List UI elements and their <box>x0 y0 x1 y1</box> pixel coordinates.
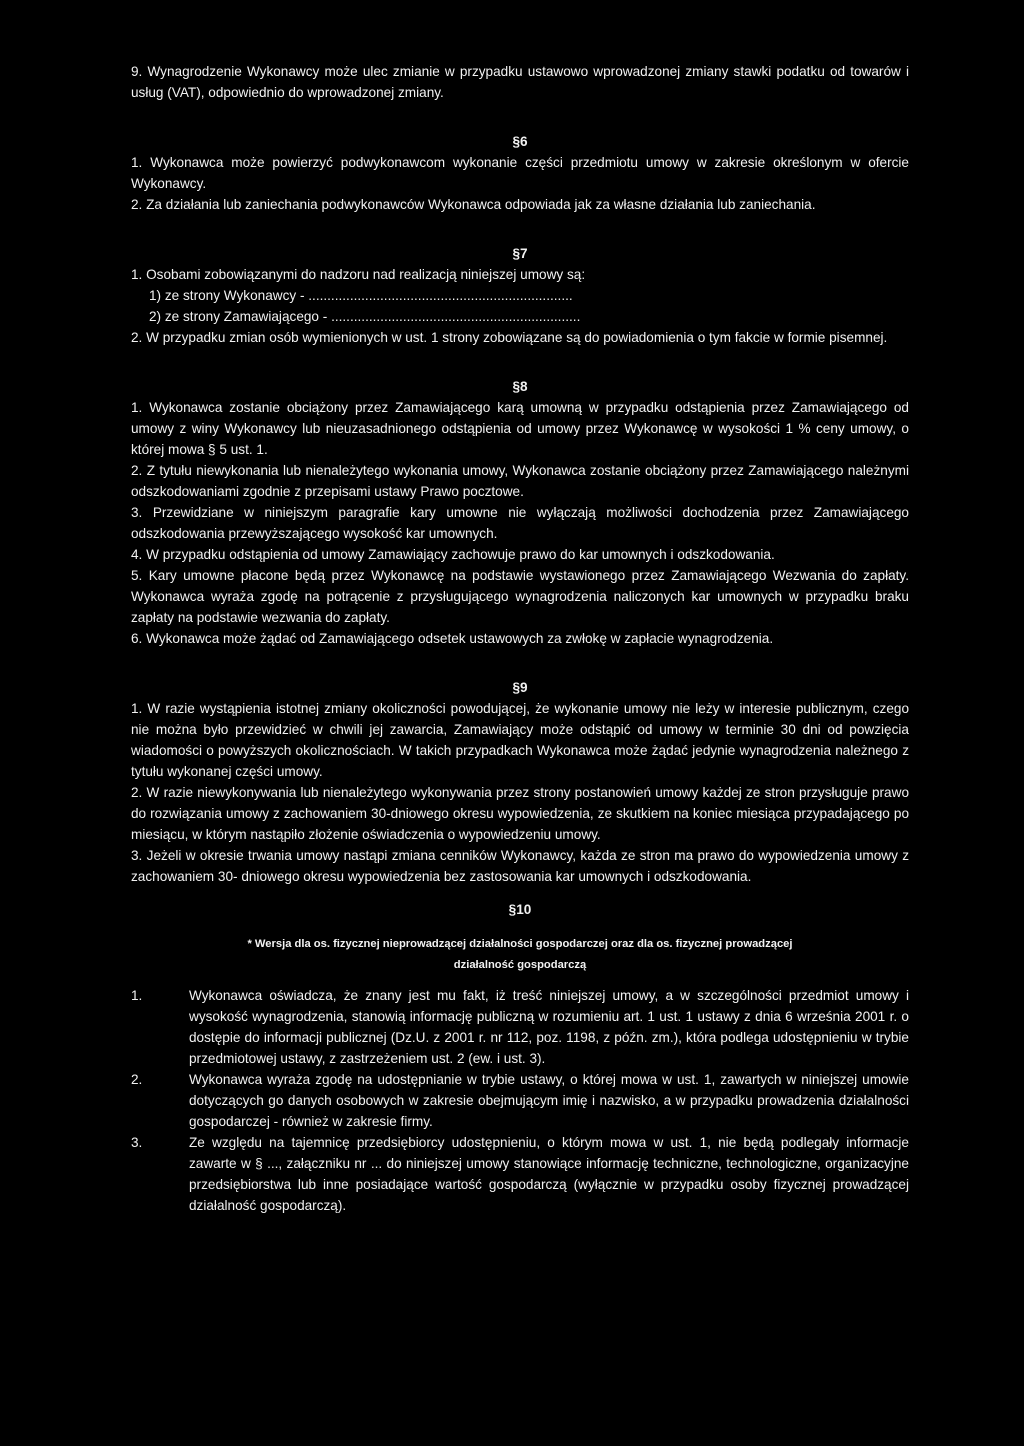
list-item <box>131 985 909 1069</box>
list-item-text: Wykonawca oświadcza, że znany jest mu fakt, iż treść niniejszej umowy, a w szczególności przedmiot umowy i wysokość wynagrodzenia, stanowią informację publiczną w rozumieniu art. 1 ust. 1 ustawy z dnia 6 września 2001 r. o dostępie do informacji publicznej (Dz.U. z 2001 r. nr 112, poz. 1198, z późn. zm.), która podlega udostępnieniu w trybie przedmiotowej ustawy, z zastrzeżeniem ust. 2 (ew. i ust. 3). <box>189 988 909 1066</box>
s6-item-2: 2. Za działania lub zaniechania podwykonawców Wykonawca odpowiada jak za własne działania lub zaniechania. <box>131 197 816 212</box>
s8-item-5: 5. Kary umowne płacone będą przez Wykonawcę na podstawie wystawionego przez Zamawiającego Wezwania do zapłaty. Wykonawca wyraża zgodę na potrącenie z przysługującego wynagrodzenia naliczonych kar umownych w przypadku braku zapłaty na podstawie wezwania do zapłaty. <box>131 568 909 625</box>
list-item-text: Ze względu na tajemnicę przedsiębiorcy udostępnieniu, o którym mowa w ust. 1, nie będą podlegały informacje zawarte w § ..., załączniku nr ... do niniejszej umowy stanowiące informację techniczne, technologiczne, organizacyjne przedsiębiorstwa lub inne posiadające wartość gospodarczą (wyłącznie w przypadku osoby fizycznej prowadzącej działalność gospodarczą). <box>189 1135 909 1213</box>
s7-item-1: 1. Osobami zobowiązanymi do nadzoru nad realizacją niniejszej umowy są: <box>131 267 586 282</box>
version-note: * Wersja dla os. fizycznej nieprowadzącej działalności gospodarczej oraz dla os. fizycznej prowadzącej <box>247 938 793 950</box>
list-item-number: 2. <box>131 1072 143 1087</box>
s9-item-1: 1. W razie wystąpienia istotnej zmiany okoliczności powodującej, że wykonanie umowy nie leży w interesie publicznym, czego nie można było przewidzieć w chwili jej zawarcia, Zamawiający może odstąpić od umowy w terminie 30 dni od powzięcia wiadomości o powyższych okolicznościach. W takich przypadkach Wykonawca może żądać jedynie wynagrodzenia należnego z tytułu wykonanej części umowy. <box>131 701 909 779</box>
list-item-text: Wykonawca wyraża zgodę na udostępnianie w trybie ustawy, o której mowa w ust. 1, zawartych w niniejszej umowie dotyczących go danych osobowych w zakresie obejmującym imię i nazwisko, a w przypadku prowadzenia działalności gospodarczej - również w zakresie firmy. <box>189 1072 909 1129</box>
s8-item-4: 4. W przypadku odstąpienia od umowy Zamawiający zachowuje prawo do kar umownych i odszkodowania. <box>131 547 775 562</box>
list-item-number: 1. <box>131 988 143 1003</box>
s9-item-2: 2. W razie niewykonywania lub nienależytego wykonywania przez strony postanowień umowy każdej ze stron przysługuje prawo do rozwiązania umowy z zachowaniem 30-dniowego okresu wypowiedzenia, ze skutkiem na koniec miesiąca przypadającego po miesiącu, w którym nastąpiło złożenie oświadczenia o wypowiedzeniu umowy. <box>131 785 909 842</box>
s8-item-2: 2. Z tytułu niewykonania lub nienależytego wykonania umowy, Wykonawca zostanie obciążony przez Zamawiającego należnymi odszkodowaniami zgodnie z przepisami ustawy Prawo pocztowe. <box>131 463 909 499</box>
s9-item-3: 3. Jeżeli w okresie trwania umowy nastąpi zmiana cenników Wykonawcy, każda ze stron ma prawo do wypowiedzenia umowy z zachowaniem 30- dniowego okresu wypowiedzenia bez zastosowania kar umownych i odszkodowania. <box>131 848 909 884</box>
s7-sub-1: 1) ze strony Wykonawcy - ...................................................................... <box>149 288 573 303</box>
s7-sub-2: 2) ze strony Zamawiającego - .................................................................. <box>149 309 581 324</box>
s10-list <box>131 985 909 1216</box>
section-title-9: §9 <box>512 680 528 695</box>
section-title-10: §10 <box>508 902 532 917</box>
list-item <box>131 1069 909 1132</box>
list-item-number: 3. <box>131 1135 143 1150</box>
document-page <box>131 61 909 1216</box>
paragraph-p9: 9. Wynagrodzenie Wykonawcy może ulec zmianie w przypadku ustawowo wprowadzonej zmiany stawki podatku od towarów i usług (VAT), odpowiednio do wprowadzonej zmiany. <box>131 64 909 100</box>
section-title-7: §7 <box>512 246 528 261</box>
version-note-line-2: działalność gospodarczą <box>453 959 587 971</box>
list-item <box>131 1132 909 1216</box>
s6-item-1: 1. Wykonawca może powierzyć podwykonawcom wykonanie części przedmiotu umowy w zakresie określonym w ofercie Wykonawcy. <box>131 155 909 191</box>
s7-item-2: 2. W przypadku zmian osób wymienionych w ust. 1 strony zobowiązane są do powiadomienia o tym fakcie w formie pisemnej. <box>131 330 888 345</box>
s8-item-6: 6. Wykonawca może żądać od Zamawiającego odsetek ustawowych za zwłokę w zapłacie wynagrodzenia. <box>131 631 774 646</box>
s8-item-1: 1. Wykonawca zostanie obciążony przez Zamawiającego karą umowną w przypadku odstąpienia przez Zamawiającego od umowy z winy Wykonawcy lub nieuzasadnionego odstąpienia od umowy przez Wykonawcę w wysokości 1 % ceny umowy, o której mowa § 5 ust. 1. <box>131 400 909 457</box>
section-title-6: §6 <box>512 134 528 149</box>
section-title-8: §8 <box>512 379 528 394</box>
s8-item-3: 3. Przewidziane w niniejszym paragrafie kary umowne nie wyłączają możliwości dochodzenia przez Zamawiającego odszkodowania przewyższającego wysokość kar umownych. <box>131 505 909 541</box>
